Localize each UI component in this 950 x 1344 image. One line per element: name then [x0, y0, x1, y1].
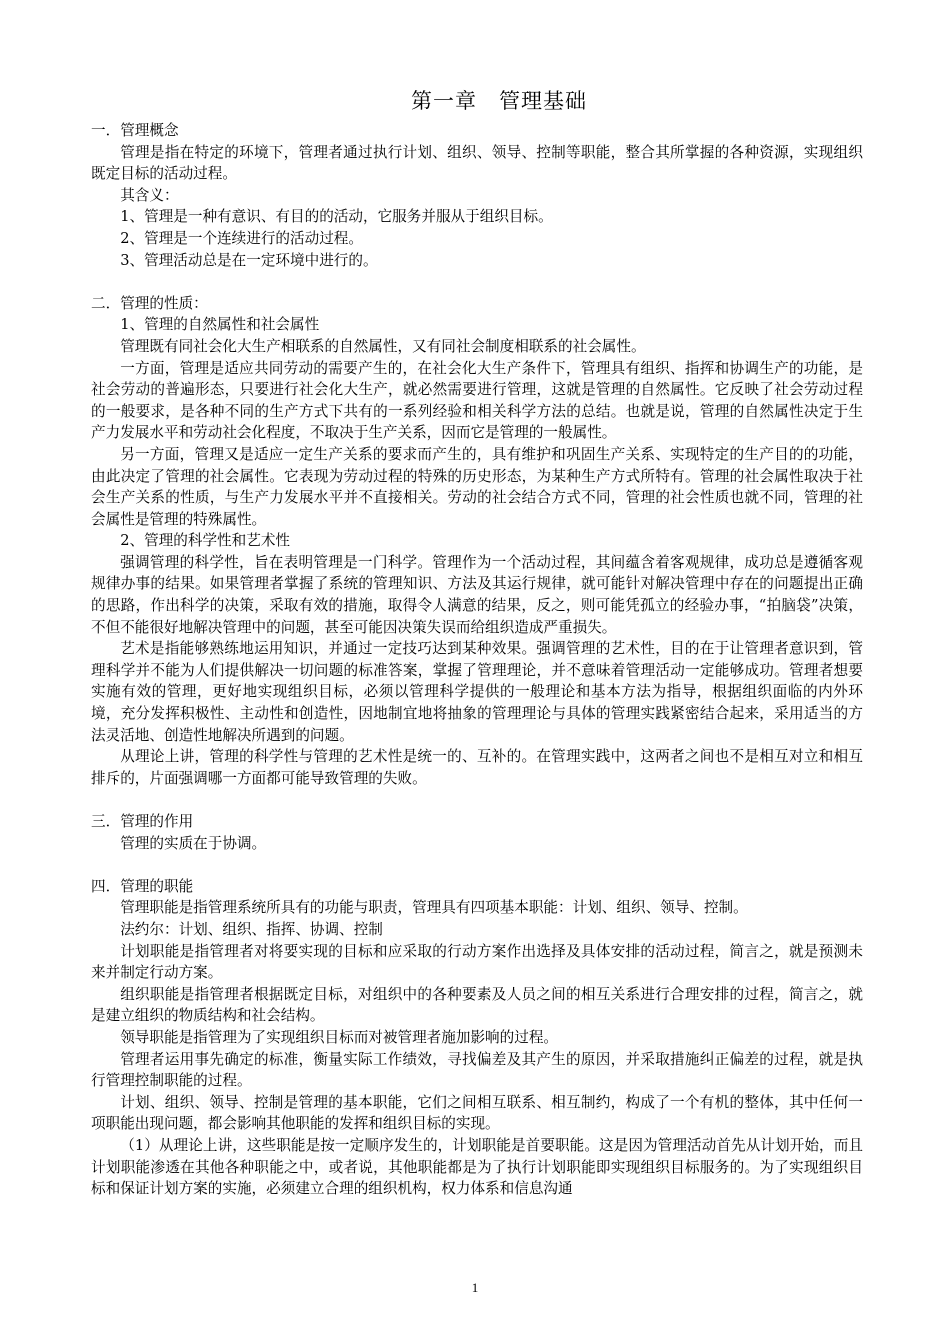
paragraph: 强调管理的科学性，旨在表明管理是一门科学。管理作为一个活动过程，其间蕴含着客观规律，成功总是遵循客观规律办事的结果。如果管理者掌握了系统的管理知识、方法及其运行规律，就可能针对解决管理中存在的问题提出正确的思路，作出科学的决策，采取有效的措施，取得令人满意的结果，反之，则可能凭孤立的经验办事，“拍脑袋”决策，不但不能很好地解决管理中的问题，甚至可能因决策失误而给组织造成严重损失。 — [91, 553, 863, 636]
blank-line — [91, 789, 863, 811]
section-heading: 四．管理的职能 — [91, 877, 194, 895]
paragraph: 2、管理是一个连续进行的活动过程。 — [120, 229, 363, 247]
page-number: 1 — [471, 1280, 479, 1295]
paragraph: 3、管理活动总是在一定环境中进行的。 — [120, 251, 378, 269]
paragraph: 1、管理是一种有意识、有目的的活动，它服务并服从于组织目标。 — [120, 208, 553, 226]
paragraph: 2、管理的科学性和艺术性 — [120, 532, 291, 550]
paragraph: 领导职能是指管理为了实现组织目标而对被管理者施加影响的过程。 — [120, 1028, 559, 1046]
paragraph: （1）从理论上讲，这些职能是按一定顺序发生的，计划职能是首要职能。这是因为管理活动首先从计划开始，而且计划职能渗透在其他各种职能之中，或者说，其他职能都是为了执行计划职能即实现组织目标服务的。为了实现组织目标和保证计划方案的实施，必须建立合理的组织机构，权力体系和信息沟通 — [91, 1136, 863, 1198]
paragraph: 从理论上讲，管理的科学性与管理的艺术性是统一的、互补的。在管理实践中，这两者之间也不是相互对立和相互排斥的，片面强调哪一方面都可能导致管理的失败。 — [91, 748, 863, 787]
paragraph: 管理职能是指管理系统所具有的功能与职责，管理具有四项基本职能：计划、组织、领导、控制。 — [120, 899, 748, 917]
paragraph: 管理是指在特定的环境下，管理者通过执行计划、组织、领导、控制等职能，整合其所掌握的各种资源，实现组织既定目标的活动过程。 — [91, 143, 863, 183]
paragraph: 其含义： — [120, 186, 179, 204]
body-text — [91, 120, 863, 1200]
paragraph: 法约尔：计划、组织、指挥、协调、控制 — [120, 920, 383, 938]
paragraph: 管理既有同社会化大生产相联系的自然属性，又有同社会制度相联系的社会属性。 — [120, 337, 646, 355]
section-heading: 二．管理的性质： — [91, 294, 208, 312]
chapter-title: 第一章 管理基础 — [411, 89, 587, 113]
paragraph: 管理的实质在于协调。 — [120, 834, 267, 852]
paragraph: 组织职能是指管理者根据既定目标，对组织中的各种要素及人员之间的相互关系进行合理安排的过程，简言之，就是建立组织的物质结构和社会结构。 — [91, 985, 863, 1025]
paragraph: 计划职能是指管理者对将要实现的目标和应采取的行动方案作出选择及具体安排的活动过程，简言之，就是预测未来并制定行动方案。 — [91, 942, 863, 982]
section-heading: 三．管理的作用 — [91, 813, 194, 830]
paragraph: 一方面，管理是适应共同劳动的需要产生的，在社会化大生产条件下，管理具有组织、指挥和协调生产的功能，是社会劳动的普遍形态，只要进行社会化大生产，就必然需要进行管理，这就是管理的自然属性。它反映了社会劳动过程的一般要求，是各种不同的生产方式下共有的一系列经验和相关科学方法的总结。也就是说，管理的自然属性决定于生产力发展水平和劳动社会化程度，不取决于生产关系，因而它是管理的一般属性。 — [91, 359, 863, 442]
paragraph: 计划、组织、领导、控制是管理的基本职能，它们之间相互联系、相互制约，构成了一个有机的整体，其中任何一项职能出现问题，都会影响其他职能的发挥和组织目标的实现。 — [91, 1093, 863, 1133]
paragraph: 另一方面，管理又是适应一定生产关系的要求而产生的，具有维护和巩固生产关系、实现特定的生产目的的功能，由此决定了管理的社会属性。它表现为劳动过程的特殊的历史形态，为某种生产方式所特有。管理的社会属性取决于社会生产关系的性质，与生产力发展水平并不直接相关。劳动的社会结合方式不同，管理的社会性质也就不同，管理的社会属性是管理的特殊属性。 — [91, 445, 863, 528]
paragraph: 1、管理的自然属性和社会属性 — [120, 316, 320, 334]
blank-line — [91, 854, 863, 876]
section-heading: 一．管理概念 — [91, 122, 179, 139]
paragraph: 管理者运用事先确定的标准，衡量实际工作绩效，寻找偏差及其产生的原因，并采取措施纠正偏差的过程，就是执行管理控制职能的过程。 — [91, 1050, 863, 1090]
paragraph: 艺术是指能够熟练地运用知识，并通过一定技巧达到某种效果。强调管理的艺术性，目的在于让管理者意识到，管理科学并不能为人们提供解决一切问题的标准答案，掌握了管理理论，并不意味着管理活动一定能够成功。管理者想要实施有效的管理，更好地实现组织目标，必须以管理科学提供的一般理论和基本方法为指导，根据组织面临的内外环境，充分发挥积极性、主动性和创造性，因地制宜地将抽象的管理理论与具体的管理实践紧密结合起来，采用适当的方法灵活地、创造性地解决所遇到的问题。 — [91, 640, 863, 744]
blank-line — [91, 271, 863, 293]
